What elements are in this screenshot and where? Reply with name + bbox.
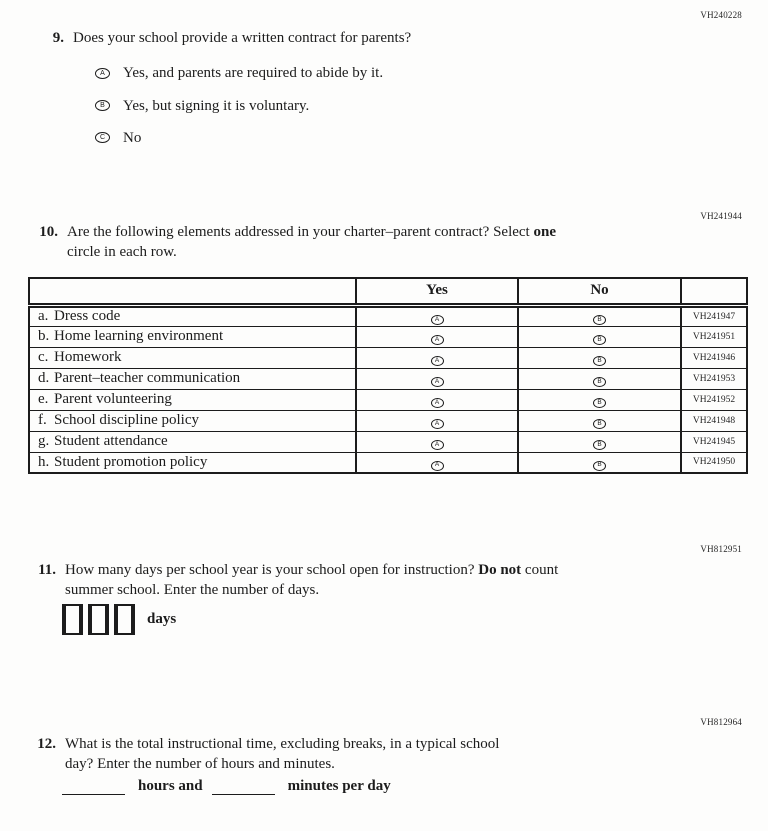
- digit-box-ones[interactable]: [114, 604, 135, 635]
- row-label: a. Dress code: [29, 305, 356, 326]
- no-response-circle[interactable]: B: [593, 377, 606, 387]
- yes-cell[interactable]: [356, 305, 518, 326]
- question-12: [28, 734, 499, 775]
- row-code: VH241953: [681, 368, 747, 389]
- question-11: [28, 560, 558, 601]
- yes-response-circle[interactable]: A: [431, 356, 444, 366]
- question-12-number: 12.: [37, 736, 56, 752]
- row-code: VH241950: [681, 452, 747, 473]
- no-cell[interactable]: [518, 368, 681, 389]
- no-cell[interactable]: [518, 431, 681, 452]
- yes-response-circle[interactable]: A: [431, 315, 444, 325]
- no-column-header: No: [518, 278, 681, 305]
- row-label: h. Student promotion policy: [29, 452, 356, 473]
- table-row-parent-volunteering: [29, 389, 747, 410]
- question-11-code: VH812951: [700, 544, 742, 554]
- question-9-code: VH240228: [700, 10, 742, 20]
- no-response-circle[interactable]: B: [593, 461, 606, 471]
- question-11-text-line2: summer school. Enter the number of days.: [65, 582, 320, 599]
- row-label: c. Homework: [29, 347, 356, 368]
- yes-cell[interactable]: [356, 410, 518, 431]
- row-code: VH241947: [681, 305, 747, 326]
- yes-cell[interactable]: [356, 326, 518, 347]
- question-10-code: VH241944: [700, 211, 742, 221]
- hours-input-line[interactable]: [62, 778, 125, 795]
- row-label: b. Home learning environment: [29, 326, 356, 347]
- question-10-number: 10.: [39, 224, 58, 240]
- row-code: VH241952: [681, 389, 747, 410]
- row-code: VH241945: [681, 431, 747, 452]
- row-label: f. School discipline policy: [29, 410, 356, 431]
- time-entry: [62, 778, 400, 795]
- no-response-circle[interactable]: B: [593, 419, 606, 429]
- answer-option-a[interactable]: [95, 63, 411, 83]
- digit-box-tens[interactable]: [88, 604, 109, 635]
- yes-response-circle[interactable]: A: [431, 377, 444, 387]
- table-row-discipline-policy: [29, 410, 747, 431]
- no-response-circle[interactable]: B: [593, 315, 606, 325]
- answer-option-b[interactable]: [95, 96, 411, 116]
- table-row-promotion-policy: [29, 452, 747, 473]
- question-12-code: VH812964: [700, 717, 742, 727]
- row-code: VH241946: [681, 347, 747, 368]
- no-cell[interactable]: [518, 410, 681, 431]
- yes-response-circle[interactable]: A: [431, 398, 444, 408]
- yes-response-circle[interactable]: A: [431, 461, 444, 471]
- response-circle-c-icon[interactable]: C: [95, 132, 110, 143]
- question-9-text: Does your school provide a written contract for parents?: [73, 30, 412, 46]
- days-entry: [62, 604, 176, 635]
- yes-cell[interactable]: [356, 347, 518, 368]
- yes-response-circle[interactable]: A: [431, 335, 444, 345]
- no-cell[interactable]: [518, 452, 681, 473]
- table-row-parent-teacher: [29, 368, 747, 389]
- yes-cell[interactable]: [356, 368, 518, 389]
- option-a-label: Yes, and parents are required to abide by it.: [123, 65, 384, 82]
- row-label: g. Student attendance: [29, 431, 356, 452]
- question-9-number: 9.: [52, 30, 64, 46]
- row-code: VH241951: [681, 326, 747, 347]
- option-b-label: Yes, but signing it is voluntary.: [123, 97, 310, 114]
- yes-cell[interactable]: [356, 452, 518, 473]
- minutes-input-line[interactable]: [212, 778, 275, 795]
- table-row-home-learning: [29, 326, 747, 347]
- question-9-options: [95, 63, 411, 148]
- question-10-text-line1: Are the following elements addressed in your charter–parent contract? Select one: [67, 224, 556, 240]
- no-response-circle[interactable]: B: [593, 356, 606, 366]
- table-row-student-attendance: [29, 431, 747, 452]
- minutes-label: minutes per day: [287, 778, 391, 794]
- row-label: e. Parent volunteering: [29, 389, 356, 410]
- code-column-header: [681, 278, 747, 305]
- question-10: [30, 222, 556, 263]
- yes-column-header: Yes: [356, 278, 518, 305]
- digit-box-hundreds[interactable]: [62, 604, 83, 635]
- yes-response-circle[interactable]: A: [431, 419, 444, 429]
- response-circle-a-icon[interactable]: A: [95, 68, 110, 79]
- answer-option-c[interactable]: [95, 128, 411, 148]
- no-response-circle[interactable]: B: [593, 398, 606, 408]
- no-cell[interactable]: [518, 347, 681, 368]
- row-code: VH241948: [681, 410, 747, 431]
- stub-header-cell: [29, 278, 356, 305]
- yes-response-circle[interactable]: A: [431, 440, 444, 450]
- yes-cell[interactable]: [356, 431, 518, 452]
- no-response-circle[interactable]: B: [593, 440, 606, 450]
- no-cell[interactable]: [518, 389, 681, 410]
- no-cell[interactable]: [518, 305, 681, 326]
- yes-cell[interactable]: [356, 389, 518, 410]
- question-9: [36, 28, 411, 160]
- no-cell[interactable]: [518, 326, 681, 347]
- hours-label: hours and: [138, 778, 203, 794]
- days-unit-label: days: [147, 611, 177, 627]
- question-12-text-line2: day? Enter the number of hours and minutes.: [65, 756, 335, 773]
- table-header-row: [29, 278, 747, 305]
- option-c-label: No: [123, 129, 142, 146]
- response-table: [28, 277, 748, 474]
- no-response-circle[interactable]: B: [593, 335, 606, 345]
- row-label: d. Parent–teacher communication: [29, 368, 356, 389]
- table-row-dress-code: [29, 305, 747, 326]
- question-12-text-line1: What is the total instructional time, excluding breaks, in a typical school: [65, 736, 500, 752]
- response-circle-b-icon[interactable]: B: [95, 100, 110, 111]
- table-row-homework: [29, 347, 747, 368]
- question-10-text-line2: circle in each row.: [67, 244, 177, 261]
- question-11-text-line1: How many days per school year is your school open for instruction? Do not count: [65, 562, 559, 578]
- question-11-number: 11.: [38, 562, 56, 578]
